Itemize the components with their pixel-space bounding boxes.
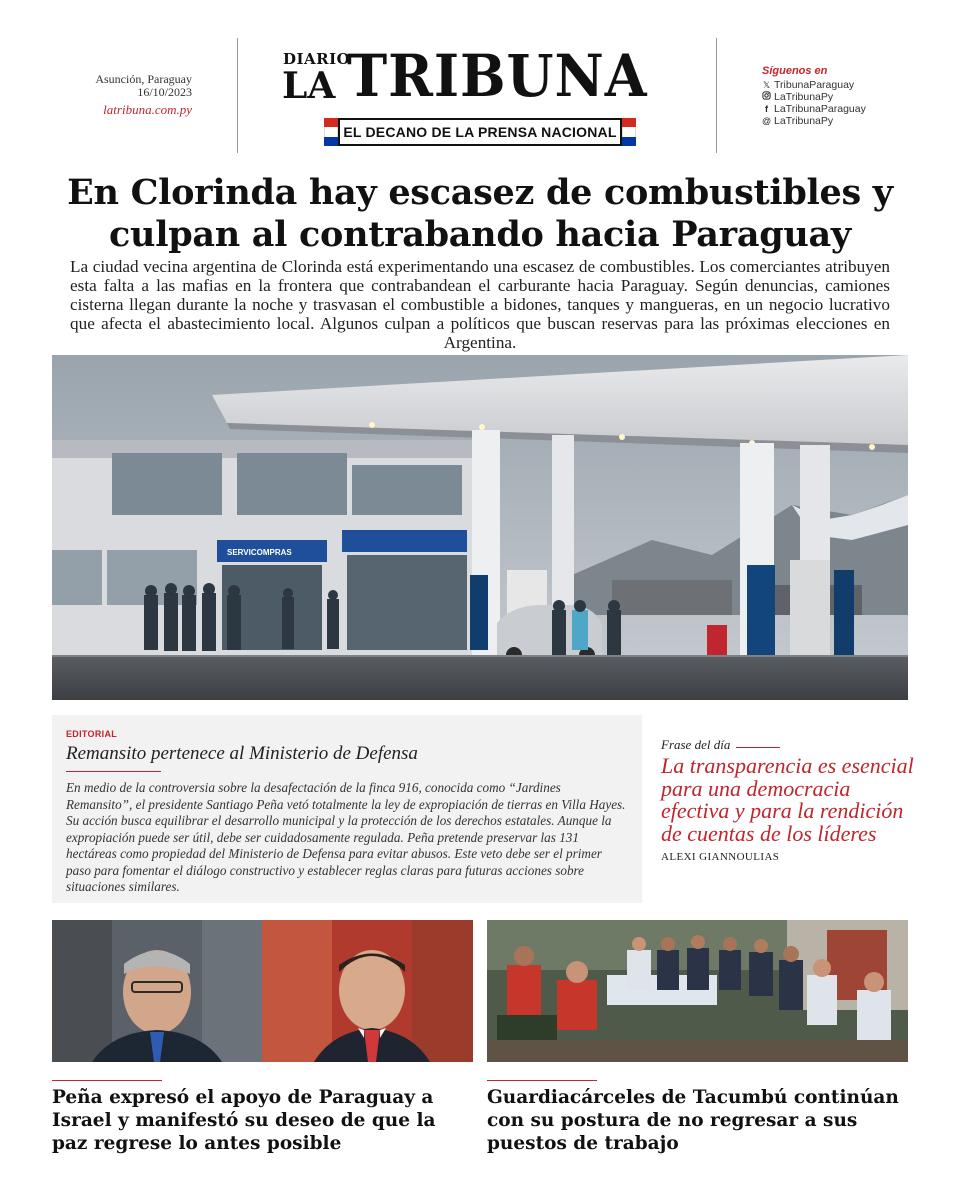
dateline-date: 16/10/2023 bbox=[137, 85, 192, 99]
story-rule bbox=[52, 1080, 162, 1081]
paraguay-flag-icon bbox=[622, 118, 636, 146]
story-headline[interactable]: Peña expresó el apoyo de Paraguay a Israel y manifestó su deseo de que la paz regrese lo antes posible bbox=[52, 1087, 436, 1154]
instagram-icon bbox=[762, 91, 771, 103]
pena-herzog-photo[interactable] bbox=[52, 920, 473, 1062]
threads-icon: @ bbox=[762, 116, 772, 126]
logo-tribuna: TRIBUNA bbox=[347, 42, 648, 110]
quote-text: La transparencia es esencial para una democracia efectiva y para la rendición de cuentas de los líderes bbox=[661, 753, 914, 846]
editorial-rule bbox=[66, 771, 161, 772]
social-link-instagram[interactable] bbox=[762, 91, 942, 103]
dateline bbox=[62, 73, 192, 118]
gas-station-illustration bbox=[52, 355, 908, 700]
dateline-city: Asunción, Paraguay bbox=[95, 72, 192, 86]
social-handle: LaTribunaPy bbox=[774, 115, 834, 127]
header-divider-right bbox=[716, 38, 717, 153]
main-headline[interactable]: En Clorinda hay escasez de combustibles y culpan al contrabando hacia Paraguay bbox=[67, 172, 893, 255]
logo-la: LA bbox=[282, 65, 336, 107]
editorial-box bbox=[52, 715, 642, 903]
quote-label-row bbox=[661, 737, 916, 753]
social-link-facebook[interactable] bbox=[762, 103, 942, 115]
gas-station-photo[interactable] bbox=[52, 355, 908, 700]
story-headline[interactable]: Guardiacárceles de Tacumbú continúan con su postura de no regresar a sus puestos de trabajo bbox=[487, 1087, 899, 1154]
masthead-header bbox=[0, 38, 960, 153]
social-links bbox=[762, 65, 942, 127]
servicompras-sign: SERVICOMPRAS bbox=[227, 548, 292, 557]
social-handle: LaTribunaPy bbox=[774, 91, 834, 103]
header-divider-left bbox=[237, 38, 238, 153]
main-lede: La ciudad vecina argentina de Clorinda está experimentando una escasez de combustibles. Los comerciantes atribuyen esta falta a las mafias en la frontera que contrabandean el carburante hacia Paraguay. Según denuncias, camiones cisterna llegan durante la noche y trasvasan el combustible a bidones, tanques y mangueras, en un negocio lucrativo que afecta el abastecimiento local. Algunos culpan a políticos que buscan reservas para las próximas elecciones en Argentina. bbox=[70, 257, 890, 352]
tagline: EL DECANO DE LA PRENSA NACIONAL bbox=[338, 118, 622, 146]
tagline-ribbon bbox=[324, 118, 636, 146]
story-rule bbox=[487, 1080, 597, 1081]
facebook-icon: f bbox=[765, 104, 768, 114]
prison-guards-photo[interactable] bbox=[487, 920, 908, 1062]
social-link-threads[interactable] bbox=[762, 115, 942, 127]
social-handle: LaTribunaParaguay bbox=[774, 103, 866, 115]
quote-author: ALEXI GIANNOULIAS bbox=[661, 851, 780, 863]
quote-rule bbox=[736, 747, 780, 748]
editorial-title[interactable]: Remansito pertenece al Ministerio de Defensa bbox=[66, 743, 418, 764]
paraguay-flag-icon bbox=[324, 118, 338, 146]
leaders-portrait-illustration bbox=[52, 920, 473, 1062]
editorial-kicker: EDITORIAL bbox=[66, 729, 118, 739]
x-icon: 𝕏 bbox=[762, 80, 771, 90]
quote-label: Frase del día bbox=[661, 737, 731, 752]
quote-of-the-day bbox=[661, 737, 916, 863]
social-handle: TribunaParaguay bbox=[774, 79, 855, 91]
story-card[interactable] bbox=[52, 920, 473, 1155]
logo-diario: DIARIO bbox=[283, 50, 351, 68]
editorial-body: En medio de la controversia sobre la desafectación de la finca 916, conocida como “Jardines Remansito”, el presidente Santiago Peña vetó totalmente la ley de expropiación de tierras en Villa Hayes. Su acción busca equilibrar el desarrollo municipal y la protección de los derechos estatales. Aunque la expropiación puede ser útil, debe ser cuidadosamente regulada. Peña pretende preservar las 131 hectáreas como propiedad del Ministerio de Defensa para evitar abusos. Este veto debe ser el primer paso para fomentar el diálogo constructivo y establecer reglas claras para futuras acciones sobre situaciones similares. bbox=[66, 780, 626, 894]
meeting-illustration bbox=[487, 920, 908, 1062]
follow-label: Síguenos en bbox=[762, 65, 828, 77]
site-link[interactable]: latribuna.com.py bbox=[103, 102, 192, 117]
social-link-x[interactable] bbox=[762, 79, 942, 91]
newspaper-logo[interactable] bbox=[280, 42, 680, 148]
story-card[interactable] bbox=[487, 920, 908, 1155]
